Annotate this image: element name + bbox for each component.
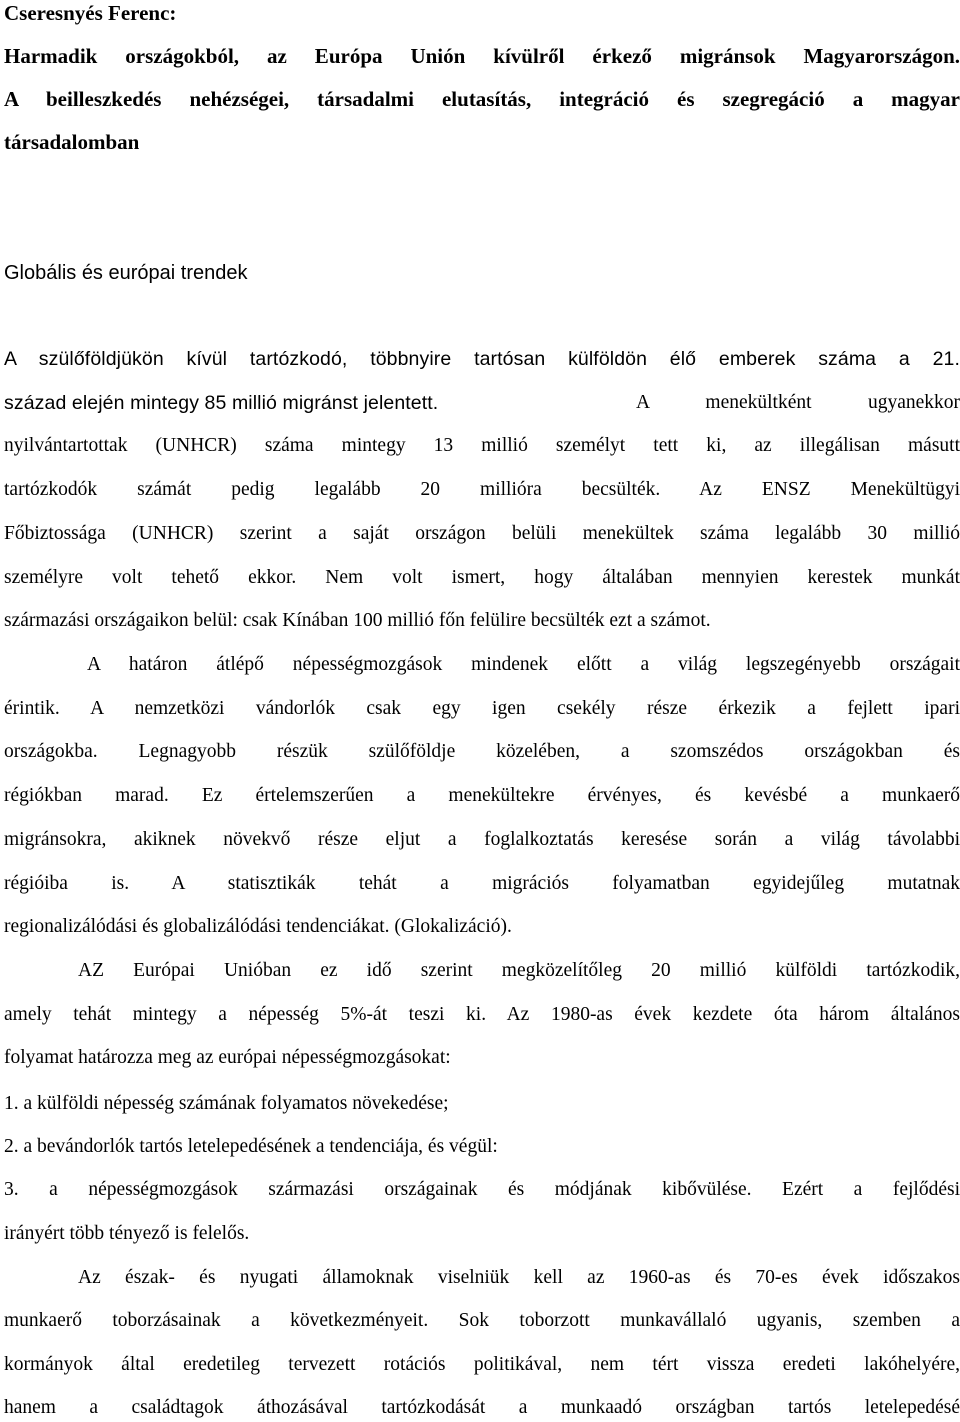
title-line-1: Harmadik országokból, az Európa Unión kívülről érkező migránsok Magyarországon. bbox=[4, 44, 960, 68]
paragraph-line: hanem a családtagok áthozásával tartózkodását a munkaadó országban tartós letelepedésé bbox=[4, 1397, 960, 1418]
paragraph-line: országokba. Legnagyobb részük szülőföldje közelében, a szomszédos országokban és bbox=[4, 741, 960, 762]
paragraph-line: regionalizálódási és globalizálódási tendenciákat. (Glokalizáció). bbox=[4, 916, 512, 937]
paragraph-line: amely tehát mintegy a népesség 5%-át teszi ki. Az 1980-as évek kezdete óta három általános bbox=[4, 1004, 960, 1025]
list-item: 3. a népességmozgások származási országainak és módjának kibővülése. Ezért a fejlődési bbox=[4, 1179, 960, 1200]
paragraph-line: A határon átlépő népességmozgások mindenek előtt a világ legszegényebb országait bbox=[87, 654, 960, 675]
paragraph-line: AZ Európai Unióban ez idő szerint megközelítőleg 20 millió külföldi tartózkodik, bbox=[78, 960, 960, 981]
section-heading: Globális és európai trendek bbox=[4, 262, 248, 284]
paragraph-line: migránsokra, akiknek növekvő része eljut a foglalkoztatás keresése során a világ távolabbi bbox=[4, 829, 960, 850]
paragraph-line: irányért több tényező is felelős. bbox=[4, 1223, 250, 1244]
paragraph-line: érintik. A nemzetközi vándorlók csak egy igen csekély része érkezik a fejlett ipari bbox=[4, 698, 960, 719]
list-item: 1. a külföldi népesség számának folyamatos növekedése; bbox=[4, 1093, 449, 1114]
title-line-3: társadalomban bbox=[4, 130, 140, 154]
paragraph-line: Főbiztossága (UNHCR) szerint a saját országon belüli menekültek száma legalább 30 millió bbox=[4, 523, 960, 544]
list-item: 2. a bevándorlók tartós letelepedésének a tendenciája, és végül: bbox=[4, 1136, 498, 1157]
paragraph-line: munkaerő toborzásainak a következményeit. Sok toborzott munkavállaló ugyanis, szemben a bbox=[4, 1310, 960, 1331]
paragraph-line: tartózkodók számát pedig legalább 20 millióra becsülték. Az ENSZ Menekültügyi bbox=[4, 479, 960, 500]
paragraph-line: kormányok által eredetileg tervezett rotációs politikával, nem tért vissza eredeti lakóhelyére, bbox=[4, 1354, 960, 1375]
paragraph-line: régióiba is. A statisztikák tehát a migrációs folyamatban egyidejűleg mutatnak bbox=[4, 873, 960, 894]
paragraph-line: személyre volt tehető ekkor. Nem volt ismert, hogy általában mennyien kerestek munkát bbox=[4, 567, 960, 588]
paragraph-line: régiókban marad. Ez értelemszerűen a menekültekre érvényes, és kevésbé a munkaerő bbox=[4, 785, 960, 806]
paragraph-line: A menekültként ugyanekkor bbox=[636, 392, 960, 413]
paragraph-line: nyilvántartottak (UNHCR) száma mintegy 13 millió személyt tett ki, az illegálisan másutt bbox=[4, 435, 960, 456]
author-name: Cseresnyés Ferenc: bbox=[4, 1, 177, 25]
paragraph-line: század elején mintegy 85 millió migránst jelentett. bbox=[4, 392, 439, 414]
paragraph-line: A szülőföldjükön kívül tartózkodó, többnyire tartósan külföldön élő emberek száma a 21. bbox=[4, 348, 960, 370]
paragraph-line: folyamat határozza meg az európai népességmozgásokat: bbox=[4, 1047, 451, 1068]
paragraph-line: származási országaikon belül: csak Kínában 100 millió főn felülire becsülték ezt a számot. bbox=[4, 610, 711, 631]
paragraph-line: Az észak- és nyugati államoknak viselniük kell az 1960-as és 70-es évek időszakos bbox=[78, 1267, 960, 1288]
title-line-2: A beilleszkedés nehézségei, társadalmi elutasítás, integráció és szegregáció a magyar bbox=[4, 87, 960, 111]
